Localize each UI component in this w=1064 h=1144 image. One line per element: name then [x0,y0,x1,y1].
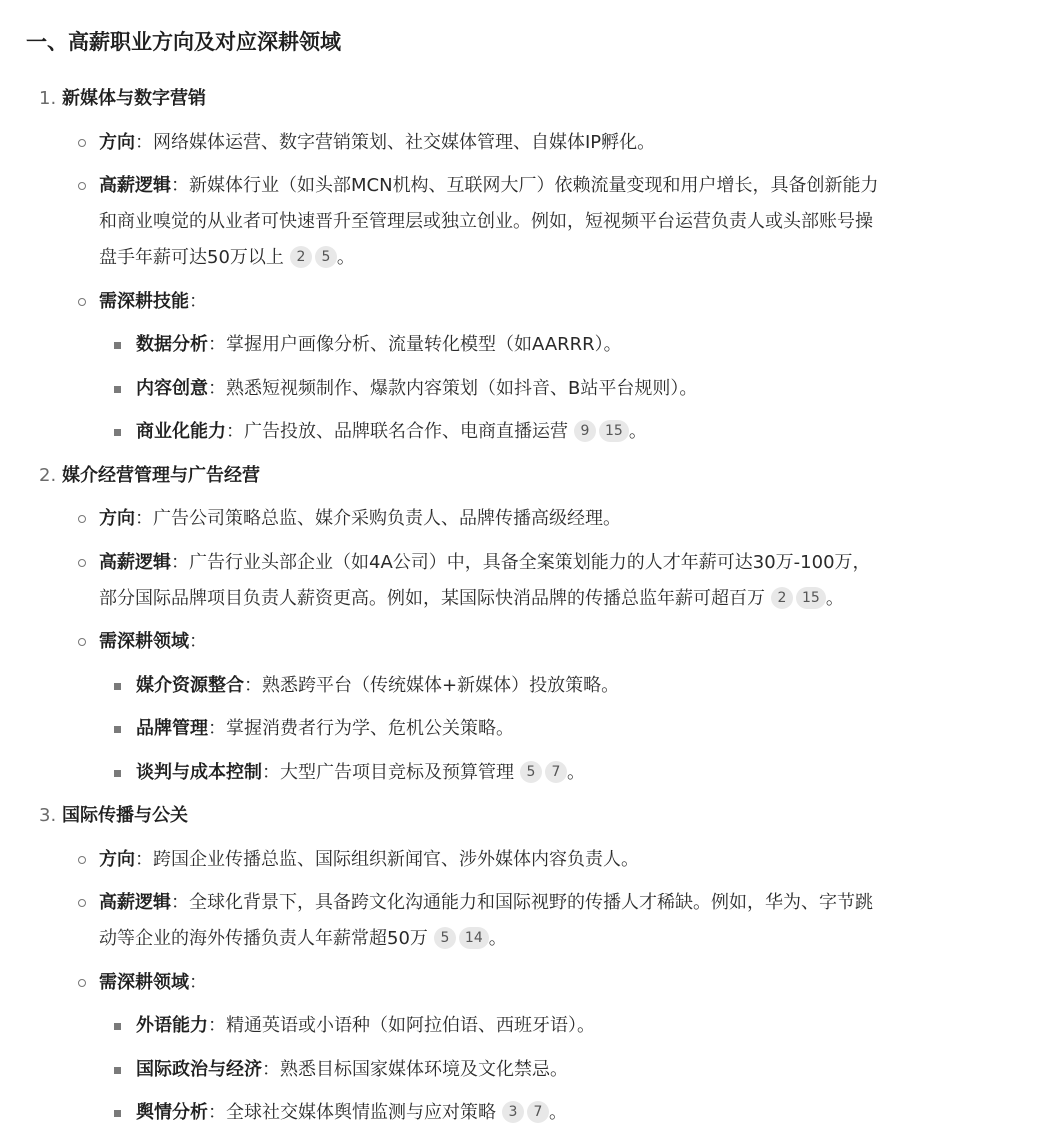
skill-item [136,1052,568,1088]
skill-item-text: 熟悉目标国家媒体环境及文化禁忌。 [280,1058,568,1080]
skill-item-text: 广告投放、品牌联名合作、电商直播运营 [244,421,568,442]
logic-line [99,885,873,921]
page-title: 一、高薪职业方向及对应深耕领域 [26,30,341,54]
direction-label: 方向 [99,131,135,153]
logic-line [99,921,507,957]
colon: ： [171,551,189,573]
skill-item-text: 掌握消费者行为学、危机公关策略。 [226,718,514,739]
colon: ： [208,1015,226,1036]
skill-item [136,668,619,704]
skill-item-label: 国际政治与经济 [136,1058,262,1080]
logic-line [99,545,871,581]
section-number: 3. [39,805,57,826]
logic-text: 全球化背景下，具备跨文化沟通能力和国际视野的传播人才稀缺。例如，华为、字节跳 [189,892,873,913]
colon: ： [135,848,153,870]
logic-label: 高薪逻辑 [99,892,171,913]
citation-badge[interactable]: 5 [520,761,542,783]
colon: ： [208,718,226,739]
square-bullet-icon [114,1110,121,1117]
skill-item [136,327,622,363]
square-bullet-icon [114,386,121,393]
skill-item [136,1008,595,1044]
hollow-circle-bullet-icon [78,139,86,147]
square-bullet-icon [114,770,121,777]
hollow-circle-bullet-icon [78,856,86,864]
skill-item [136,755,585,791]
logic-text: 和商业嗅觉的从业者可快速晋升至管理层或独立创业。例如，短视频平台运营负责人或头部账号操 [99,211,873,232]
skill-item-text: 全球社交媒体舆情监测与应对策略 [226,1102,496,1123]
skill-item-text: 精通英语或小语种（如阿拉伯语、西班牙语）。 [226,1015,595,1036]
period: 。 [567,761,585,783]
square-bullet-icon [114,342,121,349]
hollow-circle-bullet-icon [78,515,86,523]
direction-label: 方向 [99,508,135,529]
direction-text: 跨国企业传播总监、国际组织新闻官、涉外媒体内容负责人。 [153,848,639,870]
skill-item-label: 商业化能力 [136,421,226,442]
period: 。 [488,928,507,949]
direction-text: 网络媒体运营、数字营销策划、社交媒体管理、自媒体IP孵化。 [153,131,656,153]
hollow-circle-bullet-icon [78,182,86,190]
citation-badge[interactable]: 3 [502,1101,524,1123]
section-title: 国际传播与公关 [62,805,188,826]
citation-badge[interactable]: 5 [434,927,456,949]
period: 。 [336,247,355,268]
direction-label: 方向 [99,848,135,870]
hollow-circle-bullet-icon [78,298,86,306]
skill-item [136,711,514,747]
square-bullet-icon [114,683,121,690]
colon: ： [244,674,262,696]
citation-badge[interactable]: 5 [315,246,337,268]
skills-heading [99,624,207,660]
square-bullet-icon [114,726,121,733]
colon: ： [135,508,153,529]
logic-text: 盘手年薪可达50万以上 [99,247,284,268]
skill-item-text: 熟悉跨平台（传统媒体+新媒体）投放策略。 [262,674,620,696]
citation-badge[interactable]: 7 [527,1101,549,1123]
direction-text: 广告公司策略总监、媒介采购负责人、品牌传播高级经理。 [153,508,621,529]
hollow-circle-bullet-icon [78,559,86,567]
logic-text: 部分国际品牌项目负责人薪资更高。例如，某国际快消品牌的传播总监年薪可超百万 [99,587,765,609]
citation-badge[interactable]: 15 [599,420,629,442]
skills-label: 需深耕领域 [99,971,189,993]
square-bullet-icon [114,1067,121,1074]
period: 。 [628,421,647,442]
colon: ： [189,971,207,993]
square-bullet-icon [114,429,121,436]
colon: ： [171,892,189,913]
hollow-circle-bullet-icon [78,638,86,646]
colon: ： [189,631,207,652]
hollow-circle-bullet-icon [78,899,86,907]
citation-badge[interactable]: 2 [290,246,312,268]
section-title: 媒介经营管理与广告经营 [62,464,260,486]
skill-item-text: 熟悉短视频制作、爆款内容策划（如抖音、B站平台规则）。 [226,377,698,399]
square-bullet-icon [114,1023,121,1030]
citation-badge[interactable]: 14 [459,927,489,949]
logic-line [99,581,844,617]
citation-badge[interactable]: 7 [545,761,567,783]
section-title: 新媒体与数字营销 [62,88,206,109]
colon: ： [208,334,226,355]
direction-row [99,125,655,161]
logic-label: 高薪逻辑 [99,175,171,196]
skill-item-text: 掌握用户画像分析、流量转化模型（如AARRR）。 [226,334,622,355]
skill-item-label: 品牌管理 [136,718,208,739]
logic-label: 高薪逻辑 [99,551,171,573]
logic-text: 广告行业头部企业（如4A公司）中，具备全案策划能力的人才年薪可达30万-100万， [189,551,871,573]
skill-item [136,371,697,407]
colon: ： [226,421,244,442]
citation-badge[interactable]: 2 [771,587,793,609]
logic-text: 新媒体行业（如头部MCN机构、互联网大厂）依赖流量变现和用户增长，具备创新能力 [189,175,879,196]
skill-item-label: 外语能力 [136,1015,208,1036]
skill-item-label: 内容创意 [136,377,208,399]
direction-row [99,842,639,878]
skill-item-label: 谈判与成本控制 [136,761,262,783]
skills-label: 需深耕技能 [99,290,189,312]
colon: ： [171,175,189,196]
colon: ： [262,1058,280,1080]
section-number: 2. [39,464,57,486]
citation-badge[interactable]: 9 [574,420,596,442]
skill-item [136,1095,567,1131]
skills-heading [99,965,207,1001]
skill-item-label: 数据分析 [136,334,208,355]
skills-label: 需深耕领域 [99,631,189,652]
skill-item-text: 大型广告项目竞标及预算管理 [280,761,514,783]
colon: ： [208,1102,226,1123]
citation-badge[interactable]: 15 [796,587,826,609]
colon: ： [262,761,280,783]
logic-line [99,168,879,204]
skill-item [136,414,647,450]
section-number: 1. [39,88,57,109]
skill-item-label: 舆情分析 [136,1102,208,1123]
colon: ： [135,131,153,153]
hollow-circle-bullet-icon [78,979,86,987]
logic-line [99,204,873,240]
logic-text: 动等企业的海外传播负责人年薪常超50万 [99,928,428,949]
colon: ： [208,377,226,399]
direction-row [99,501,621,537]
period: 。 [549,1102,567,1123]
skills-heading [99,284,207,320]
skill-item-label: 媒介资源整合 [136,674,244,696]
logic-line [99,240,355,276]
period: 。 [825,587,844,609]
colon: ： [189,290,207,312]
